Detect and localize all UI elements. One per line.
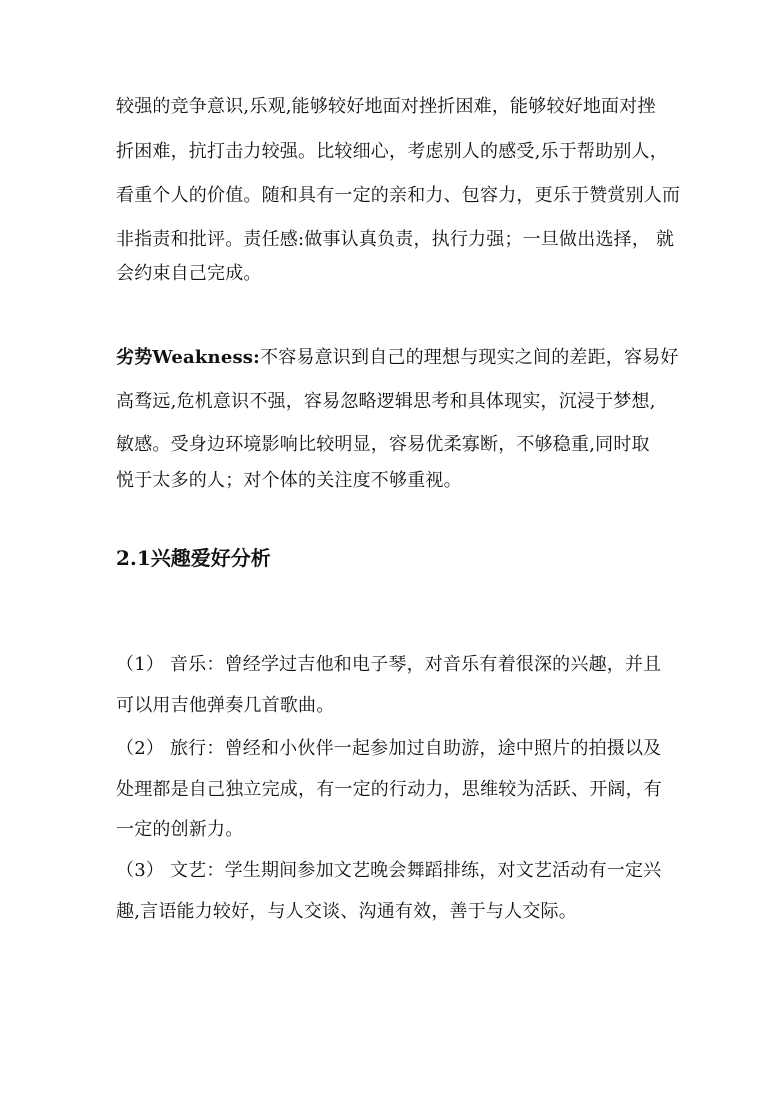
paragraph-line: 处理都是自己独立完成，有一定的行动力，思维较为活跃、开阔，有 (116, 779, 662, 800)
paragraph-line: 会约束自己完成。 (116, 263, 262, 284)
paragraph-line (116, 346, 679, 370)
paragraph-line: 敏感。受身边环境影响比较明显，容易优柔寡断，不够稳重,同时取 (116, 434, 650, 455)
paragraph-line: （2） 旅行：曾经和小伙伴一起参加过自助游，途中照片的拍摄以及 (116, 738, 662, 759)
paragraph-line: 悦于太多的人；对个体的关注度不够重视。 (116, 470, 462, 491)
paragraph-line: 较强的竞争意识,乐观,能够较好地面对挫折困难，能够较好地面对挫 (116, 96, 656, 117)
section-heading: 2.1兴趣爱好分析 (116, 546, 271, 570)
paragraph-line: （3） 文艺：学生期间参加文艺晚会舞蹈排练，对文艺活动有一定兴 (116, 860, 662, 881)
paragraph-line: 趣,言语能力较好，与人交谈、沟通有效，善于与人交际。 (116, 901, 577, 922)
paragraph-line: 折困难，抗打击力较强。比较细心，考虑别人的感受,乐于帮助别人， (116, 141, 668, 162)
paragraph-line: 看重个人的价值。随和具有一定的亲和力、包容力，更乐于赞赏别人而 (116, 185, 681, 206)
paragraph-line: 可以用吉他弹奏几首歌曲。 (116, 695, 335, 716)
paragraph-line: 高骛远,危机意识不强，容易忽略逻辑思考和具体现实，沉浸于梦想, (116, 391, 656, 412)
paragraph-line: 非指责和批评。责任感:做事认真负责，执行力强；一旦做出选择， 就 (116, 229, 675, 250)
paragraph-text: 不容易意识到自己的理想与现实之间的差距，容易好 (260, 347, 679, 368)
paragraph-line: 一定的创新力。 (116, 819, 244, 840)
paragraph-line: （1） 音乐：曾经学过吉他和电子琴，对音乐有着很深的兴趣，并且 (116, 654, 662, 675)
weakness-label: 劣势Weakness: (116, 347, 260, 368)
